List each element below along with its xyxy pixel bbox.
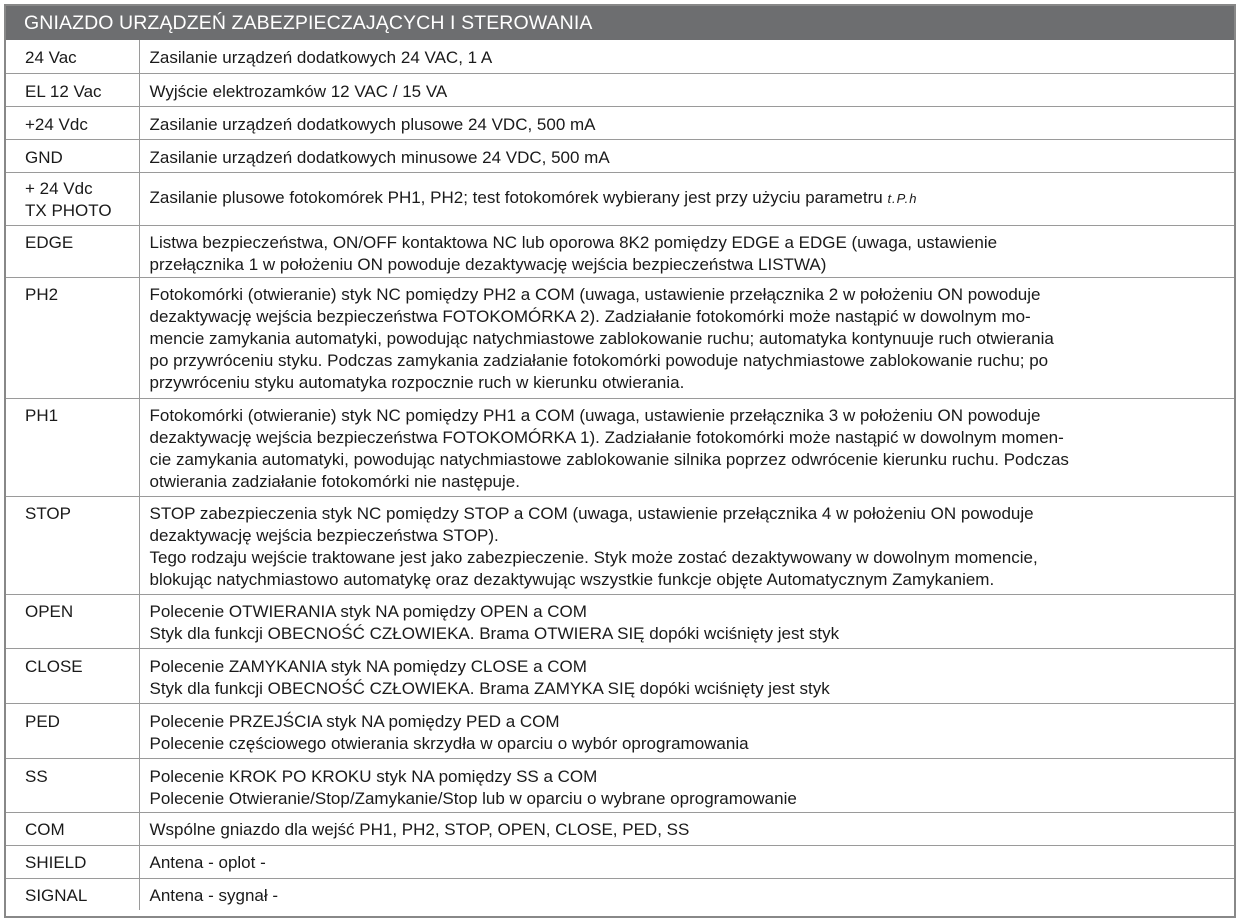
description-text: Polecenie Otwieranie/Stop/Zamykanie/Stop lub w oparciu o wybrane oprogramowanie <box>149 788 797 808</box>
description-text: Antena - oplot - <box>149 852 266 872</box>
terminal-description <box>139 703 1234 758</box>
table-row <box>6 648 1234 703</box>
terminal-description-line <box>150 372 1229 394</box>
table-row <box>6 703 1234 758</box>
terminal-description <box>139 812 1234 845</box>
description-text: Polecenie PRZEJŚCIA styk NA pomiędzy PED a COM <box>149 711 560 731</box>
terminal-description <box>139 594 1234 648</box>
terminal-name <box>6 277 139 398</box>
terminal-description-line <box>150 569 1229 591</box>
terminal-description-line <box>150 711 1229 733</box>
terminal-name <box>6 878 139 910</box>
terminal-name-line: +24 Vdc <box>25 114 88 134</box>
terminal-description-line <box>150 503 1229 525</box>
terminal-name-line: EDGE <box>25 232 74 252</box>
terminal-name <box>6 398 139 496</box>
terminal-description-line <box>150 187 1229 210</box>
terminal-name-line: PH1 <box>25 405 59 425</box>
description-text: Zasilanie urządzeń dodatkowych 24 VAC, 1 A <box>149 48 493 67</box>
terminal-name <box>6 106 139 139</box>
terminal-description-line <box>150 819 1229 841</box>
description-text: Fotokomórki (otwieranie) styk NC pomiędzy PH1 a COM (uwaga, ustawienie przełącznika 3 w położeniu ON powoduje <box>149 405 1041 425</box>
table-row <box>6 878 1234 910</box>
table-row <box>6 594 1234 648</box>
table-row <box>6 496 1234 594</box>
terminal-name-line: COM <box>25 819 65 839</box>
terminal-description-line <box>150 81 1229 103</box>
table-row <box>6 106 1234 139</box>
description-text: po przywróceniu styku. Podczas zamykania zadziałanie fotokomórki powoduje natychmiastowe zablokowanie ruchu; po <box>149 350 1049 370</box>
terminal-description <box>139 139 1234 172</box>
terminal-name <box>6 172 139 225</box>
terminal-name <box>6 225 139 277</box>
terminal-description <box>139 40 1234 73</box>
table-title: GNIAZDO URZĄDZEŃ ZABEZPIECZAJĄCYCH I STEROWANIA <box>6 6 1234 40</box>
description-text: STOP zabezpieczenia styk NC pomiędzy STOP a COM (uwaga, ustawienie przełącznika 4 w położeniu ON powoduje <box>149 503 1034 523</box>
terminal-name <box>6 703 139 758</box>
terminal-description-line <box>150 852 1229 874</box>
terminal-description-line <box>150 232 1229 254</box>
table-row <box>6 758 1234 812</box>
table-row <box>6 845 1234 878</box>
terminal-name <box>6 812 139 845</box>
terminal-name-line: STOP <box>25 503 71 523</box>
terminal-name <box>6 73 139 106</box>
description-text: mencie zamykania automatyki, powodując natychmiastowe zablokowanie ruchu; automatyka kontynuuje ruch otwierania <box>149 328 1054 348</box>
terminal-description <box>139 398 1234 496</box>
terminal-description <box>139 648 1234 703</box>
description-text: dezaktywację wejścia bezpieczeństwa FOTOKOMÓRKA 2). Zadziałanie fotokomórki może nastąpić w dowolnym mo- <box>149 306 1031 326</box>
terminal-description-line <box>150 47 1229 69</box>
terminal-description <box>139 496 1234 594</box>
terminal-description <box>139 878 1234 910</box>
terminal-description-line <box>150 656 1229 678</box>
terminal-description <box>139 758 1234 812</box>
table-row <box>6 40 1234 73</box>
terminal-description-line <box>150 306 1229 328</box>
terminal-description-line <box>150 733 1229 755</box>
terminal-name-line: OPEN <box>25 601 74 621</box>
terminal-description-line <box>150 114 1229 136</box>
description-text: Wspólne gniazdo dla wejść PH1, PH2, STOP, OPEN, CLOSE, PED, SS <box>149 819 690 839</box>
description-text: przywróceniu styku automatyka rozpocznie ruch w kierunku otwierania. <box>149 372 685 392</box>
terminal-name-line: CLOSE <box>25 656 83 676</box>
description-text: Zasilanie plusowe fotokomórek PH1, PH2; test fotokomórek wybierany jest przy użyciu parametru <box>149 188 883 207</box>
terminal-description <box>139 73 1234 106</box>
terminal-name-line: SIGNAL <box>25 885 88 905</box>
description-text: otwierania zadziałanie fotokomórki nie następuje. <box>149 471 520 491</box>
terminal-name-line: SS <box>25 766 48 786</box>
terminal-description-line <box>150 471 1229 493</box>
description-text: Styk dla funkcji OBECNOŚĆ CZŁOWIEKA. Brama ZAMYKA SIĘ dopóki wciśnięty jest styk <box>149 678 830 698</box>
terminal-description-line <box>150 350 1229 372</box>
description-text: Fotokomórki (otwieranie) styk NC pomiędzy PH2 a COM (uwaga, ustawienie przełącznika 2 w położeniu ON powoduje <box>149 284 1041 304</box>
terminal-name-line: PH2 <box>25 284 59 304</box>
terminal-description-line <box>150 547 1229 569</box>
terminal-name-line: + 24 Vdc <box>25 178 93 198</box>
terminal-name <box>6 594 139 648</box>
terminal-table-frame <box>4 4 1236 918</box>
terminal-name-line: 24 Vac <box>25 48 77 67</box>
description-text: cie zamykania automatyki, powodując natychmiastowe zablokowanie silnika poprzez odwrócenie kierunku ruchu. Podczas <box>149 449 1069 469</box>
description-text: Polecenie OTWIERANIA styk NA pomiędzy OPEN a COM <box>149 601 587 621</box>
terminal-name-line: EL 12 Vac <box>25 81 102 101</box>
description-text: Zasilanie urządzeń dodatkowych plusowe 24 VDC, 500 mA <box>149 114 596 134</box>
terminal-name-line: GND <box>25 147 63 167</box>
terminal-description-line <box>150 766 1229 788</box>
description-text: przełącznika 1 w położeniu ON powoduje dezaktywację wejścia bezpieczeństwa LISTWA) <box>149 254 827 274</box>
terminal-name <box>6 496 139 594</box>
terminal-name <box>6 139 139 172</box>
terminal-description-line <box>150 427 1229 449</box>
terminal-name <box>6 648 139 703</box>
terminal-description <box>139 845 1234 878</box>
terminal-name <box>6 758 139 812</box>
table-row <box>6 73 1234 106</box>
terminal-description <box>139 106 1234 139</box>
terminal-description-line <box>150 405 1229 427</box>
terminal-description <box>139 225 1234 277</box>
terminal-description-line <box>150 678 1229 700</box>
terminal-table <box>6 40 1234 910</box>
table-row <box>6 812 1234 845</box>
terminal-description-line <box>150 525 1229 547</box>
description-text: Zasilanie urządzeń dodatkowych minusowe 24 VDC, 500 mA <box>149 147 610 167</box>
description-text: Styk dla funkcji OBECNOŚĆ CZŁOWIEKA. Brama OTWIERA SIĘ dopóki wciśnięty jest styk <box>149 623 840 643</box>
terminal-name-line: TX PHOTO <box>25 200 112 220</box>
terminal-description-line <box>150 284 1229 306</box>
terminal-description-line <box>150 254 1229 276</box>
table-row <box>6 398 1234 496</box>
terminal-description-line <box>150 449 1229 471</box>
terminal-description-line <box>150 601 1229 623</box>
description-text: Polecenie KROK PO KROKU styk NA pomiędzy SS a COM <box>149 766 598 786</box>
description-text: Polecenie ZAMYKANIA styk NA pomiędzy CLOSE a COM <box>149 656 587 676</box>
terminal-description-line <box>150 885 1229 907</box>
description-text: dezaktywację wejścia bezpieczeństwa STOP). <box>149 525 499 545</box>
parameter-code: t.P.h <box>887 191 918 206</box>
terminal-name-line: SHIELD <box>25 852 87 872</box>
terminal-description-line <box>150 623 1229 645</box>
terminal-description <box>139 277 1234 398</box>
terminal-description-line <box>150 328 1229 350</box>
terminal-name <box>6 845 139 878</box>
table-row <box>6 172 1234 225</box>
description-text: Antena - sygnał - <box>149 885 279 905</box>
terminal-description-line <box>150 788 1229 810</box>
description-text: Polecenie częściowego otwierania skrzydła w oparciu o wybór oprogramowania <box>149 733 749 753</box>
terminal-description-line <box>150 147 1229 169</box>
table-row <box>6 225 1234 277</box>
description-text: Listwa bezpieczeństwa, ON/OFF kontaktowa NC lub oporowa 8K2 pomiędzy EDGE a EDGE (uwaga, ustawienie <box>149 232 998 252</box>
description-text: Wyjście elektrozamków 12 VAC / 15 VA <box>149 81 448 101</box>
terminal-name-line: PED <box>25 711 60 731</box>
description-text: Tego rodzaju wejście traktowane jest jako zabezpieczenie. Styk może zostać dezaktywowany w dowolnym momencie, <box>149 547 1038 567</box>
terminal-name <box>6 40 139 73</box>
table-row <box>6 277 1234 398</box>
description-text: blokując natychmiastowo automatykę oraz dezaktywując wszystkie funkcje objęte Automatycznym Zamykaniem. <box>149 569 995 589</box>
table-row <box>6 139 1234 172</box>
description-text: dezaktywację wejścia bezpieczeństwa FOTOKOMÓRKA 1). Zadziałanie fotokomórki może nastąpić w dowolnym momen- <box>149 427 1064 447</box>
terminal-description <box>139 172 1234 225</box>
